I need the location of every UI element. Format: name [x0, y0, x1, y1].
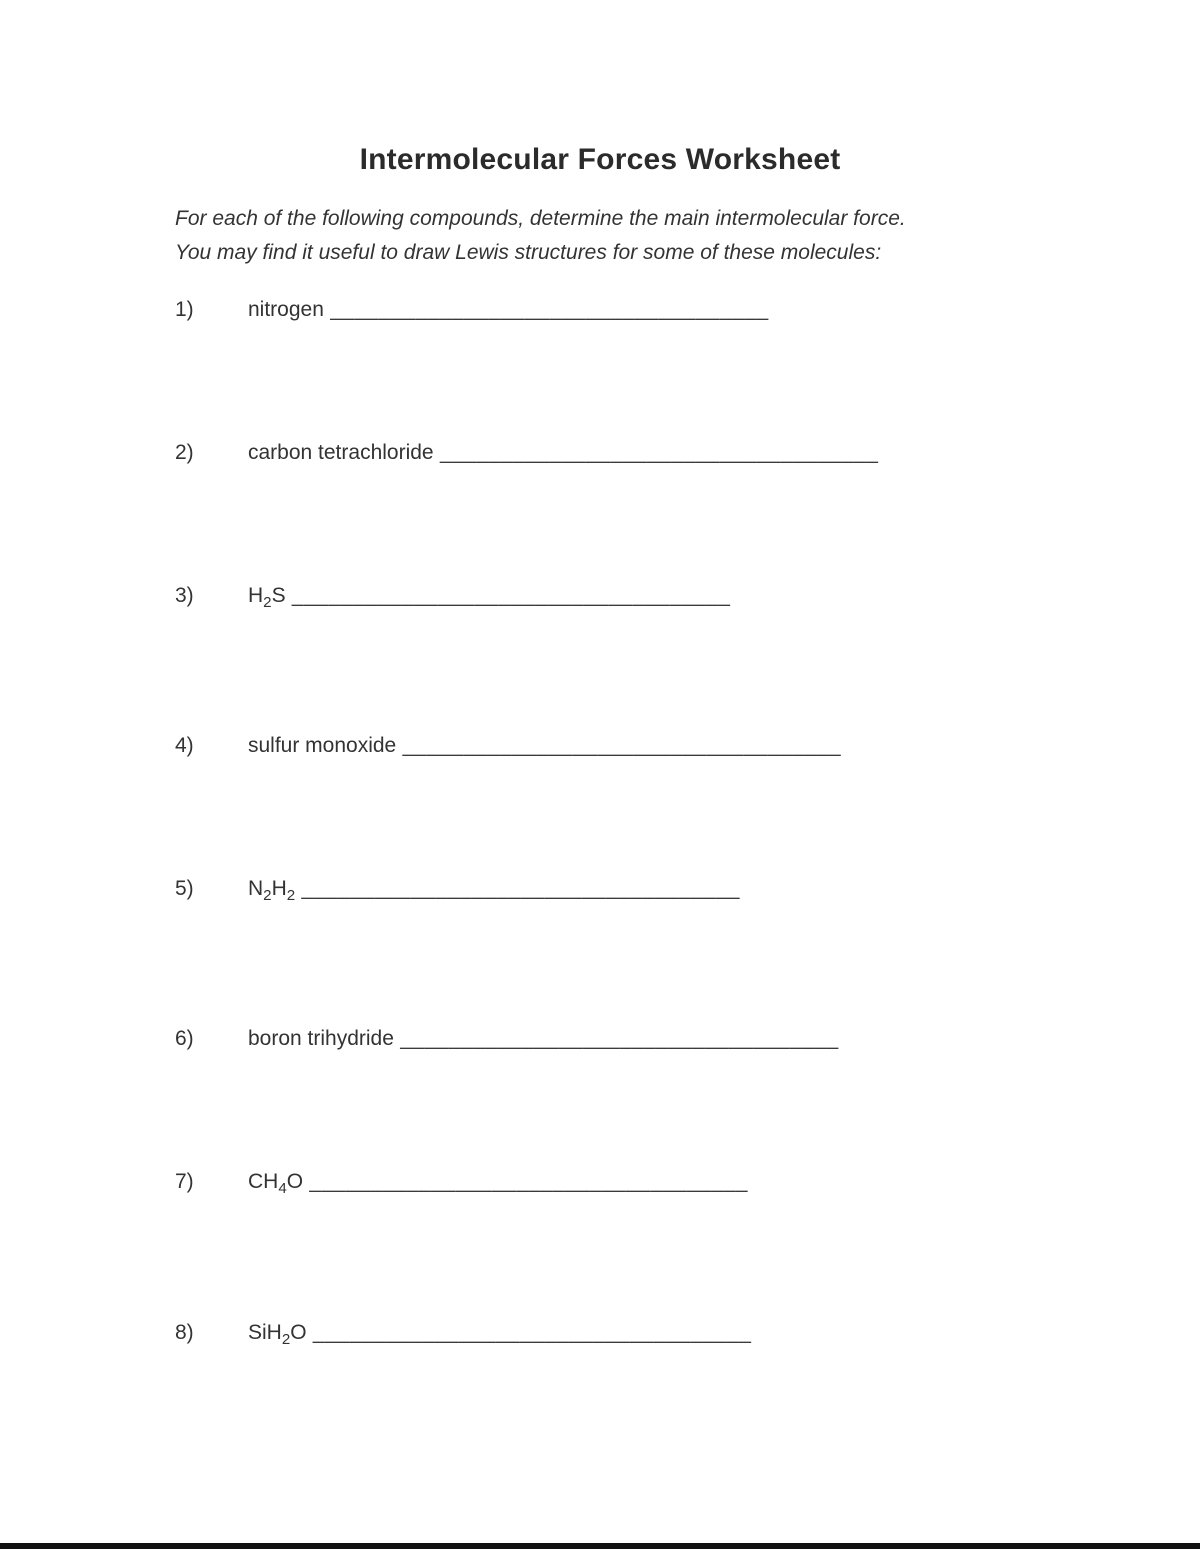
- compound-name: SiH$_2$O: [248, 1320, 307, 1348]
- compound-name: nitrogen: [248, 298, 324, 321]
- item-number: 8): [175, 1320, 194, 1344]
- item-number: 1): [175, 298, 194, 321]
- compound-name: carbon tetrachloride: [248, 441, 434, 464]
- item-number: 6): [175, 1027, 194, 1051]
- answer-blank: ____________________________________: [323, 298, 769, 321]
- answer-blank: ____________________________________: [396, 734, 842, 758]
- answer-blank: ____________________________________: [285, 584, 731, 607]
- worksheet-item: [175, 732, 1200, 760]
- page-title: Intermolecular Forces Worksheet: [359, 143, 841, 176]
- worksheet-item: [175, 582, 1200, 617]
- instructions-line-1: For each of the following compounds, determine the main intermolecular force.: [175, 207, 906, 230]
- compound-name: boron trihydride: [248, 1027, 394, 1051]
- answer-blank: ____________________________________: [433, 441, 879, 464]
- worksheet-item: [175, 1319, 1200, 1354]
- worksheet-item: [175, 1168, 1200, 1203]
- compound-name: $CH_4O$: [248, 1170, 304, 1198]
- compound-name: $H_2S$: [248, 584, 286, 612]
- worksheet-item: [175, 439, 1200, 467]
- item-number: 4): [175, 734, 194, 758]
- answer-blank: ____________________________________: [303, 1170, 748, 1194]
- worksheet-item: [175, 1025, 1200, 1053]
- item-number: 7): [175, 1170, 194, 1194]
- worksheet-item: [175, 296, 1200, 324]
- item-number: 3): [175, 584, 194, 607]
- item-number: 2): [175, 441, 194, 464]
- compound-name: $N_2H_2$: [248, 877, 296, 905]
- answer-blank: ____________________________________: [295, 877, 740, 901]
- instructions: [175, 202, 1080, 270]
- item-text: [248, 875, 740, 910]
- item-number: 5): [175, 877, 194, 901]
- answer-blank: ____________________________________: [306, 1320, 752, 1344]
- item-text: [248, 582, 730, 617]
- answer-blank: ____________________________________: [393, 1027, 839, 1051]
- item-text: [248, 732, 841, 760]
- item-text: [248, 1319, 751, 1354]
- compound-name: sulfur monoxide: [248, 734, 397, 758]
- instructions-line-2: You may find it useful to draw Lewis structures for some of these molecules:: [175, 241, 882, 264]
- item-text: [248, 439, 878, 467]
- item-text: [248, 1025, 839, 1053]
- scan-edge-bar: [0, 1543, 1200, 1549]
- worksheet-item: [175, 875, 1200, 910]
- item-text: [248, 296, 769, 324]
- worksheet-items: [175, 296, 1200, 1354]
- item-text: [248, 1168, 748, 1203]
